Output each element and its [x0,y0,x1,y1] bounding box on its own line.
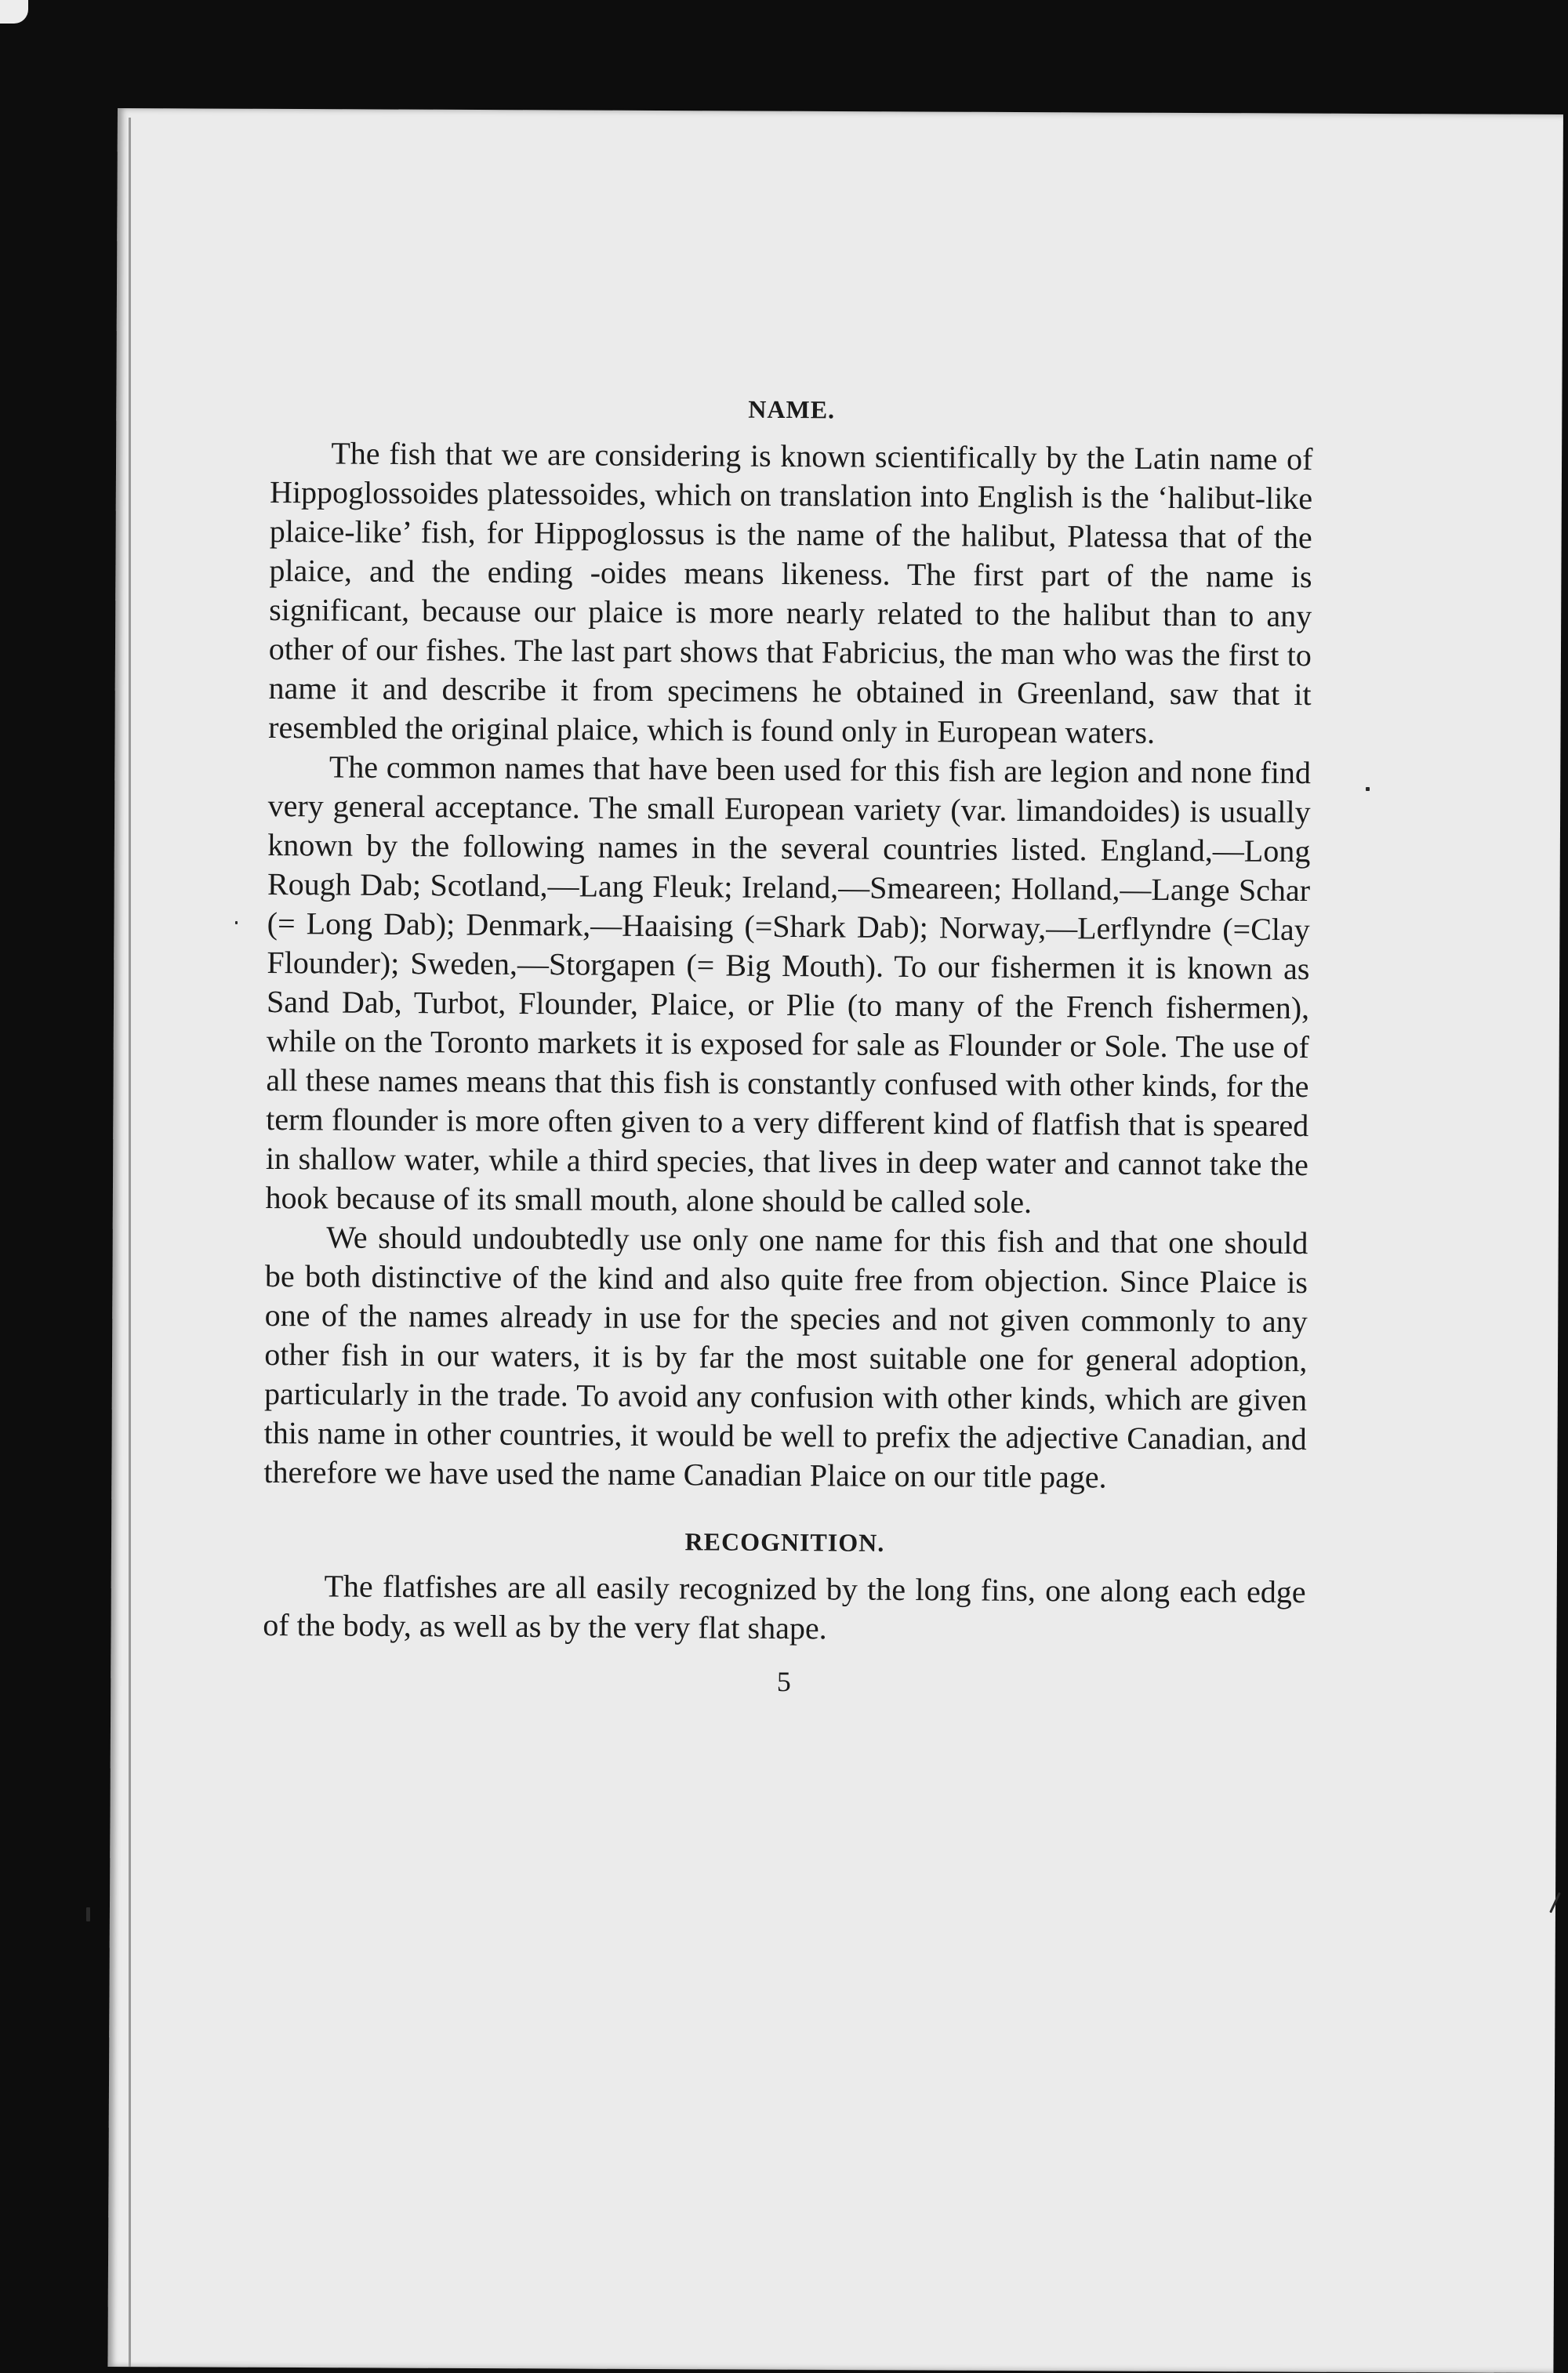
page-gutter-shadow [129,118,131,2367]
page-content [263,376,1313,1701]
paragraph-name-3: We should undoubtedly use only one name for this fish and that one should be both distinctive of the kind and also quite free from objection. Since Plaice is one of the names already in use for the species and not given commonly to any other fish in our waters, it is by far the most suitable one for general adoption, particularly in the trade. To avoid any confusion with other kinds, which are given this name in other countries, it would be well to prefix the adjective Canadian, and therefore we have used the name Canadian Plaice on our title page. [263,1219,1308,1495]
page-number: 5 [776,1665,791,1698]
page-speck [235,921,238,924]
paragraph-name-1: The fish that we are considering is known scientifically by the Latin name of Hippoglossoides platessoides, which on translation into English is the ‘halibut-like plaice-like’ fish, for Hippoglossus is the name of the halibut, Platessa that of the plaice, and the ending -oides means likeness. The first part of the name is significant, because our plaice is more nearly related to the halibut than to any other of our fishes. The last part shows that Fabricius, the man who was the first to name it and describe it from specimens he obtained in Greenland, saw that it resembled the original plaice, which is found only in European waters. [268,435,1313,750]
section-heading-name: NAME. [748,394,836,424]
paragraph-name-2: The common names that have been used for this fish are legion and none find very general acceptance. The small European variety (var. limandoides) is usually known by the following names in the several countries listed. England,—Long Rough Dab; Scotland,—Lang Fleuk; Ireland,—Smeareen; Holland,—Lange Schar (= Long Dab); Denmark,—Haaising (=Shark Dab); Norway,—Lerflyndre (=Clay Flounder); Sweden,—Storgapen (= Big Mouth). To our fishermen it is known as Sand Dab, Turbot, Flounder, Plaice, or Plie (to many of the French fishermen), while on the Toronto markets it is exposed for sale as Flounder or Sole. The use of all these names means that this fish is constantly confused with other kinds, for the term flounder is more often given to a very different kind of flatfish that is speared in shallow water, while a third species, that lives in deep water and cannot take the hook because of its small mouth, alone should be called sole. [265,749,1312,1220]
scan-corner-mark [0,0,28,24]
paragraph-recognition-1: The flatfishes are all easily recognized by the long fins, one along each edge of the body, as well as by the very flat shape. [263,1568,1306,1646]
page-speck [86,1907,90,1921]
section-heading-recognition: RECOGNITION. [684,1527,885,1557]
page-speck [1366,787,1370,791]
